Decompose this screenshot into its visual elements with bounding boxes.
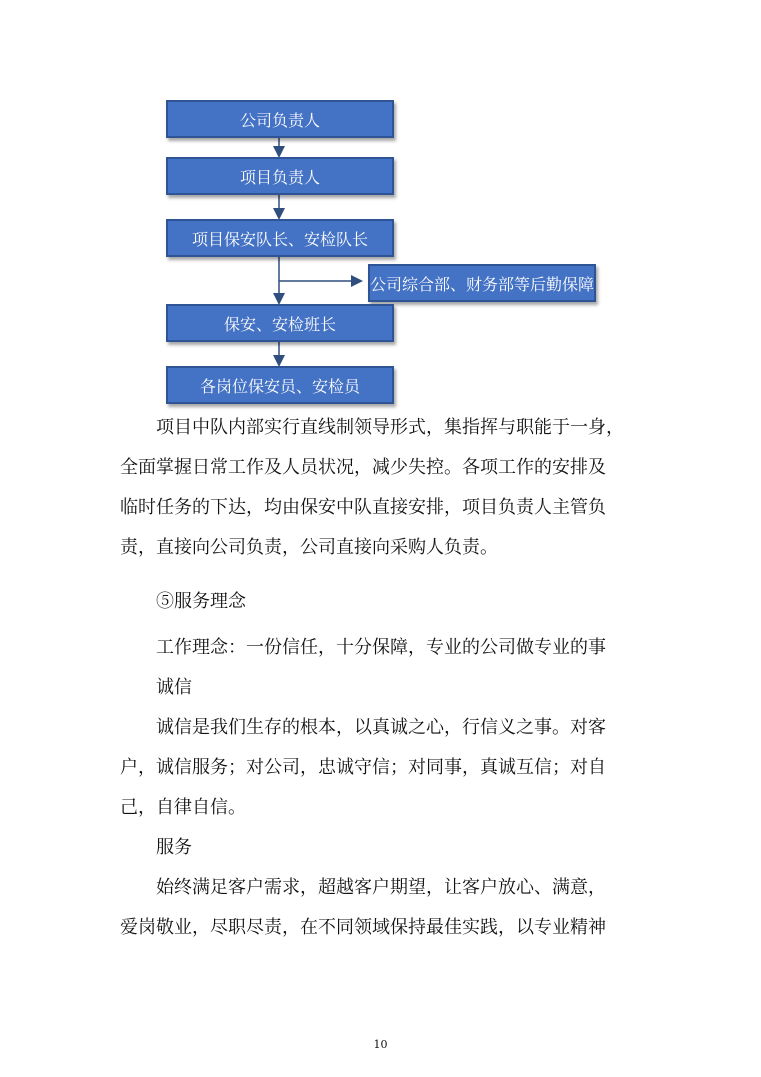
- box-security-captain: [166, 219, 394, 257]
- heading-fuwu: 服务: [156, 837, 192, 858]
- p1-line-3: 临时任务的下达，均由保安中队直接安排，项目负责人主管负: [120, 497, 606, 518]
- box-guards-label: 各岗位保安员、安检员: [199, 376, 360, 396]
- box-logistics-support-label: 公司综合部、财务部等后勤保障: [370, 274, 595, 294]
- org-flowchart: [0, 0, 761, 400]
- page-number: 10: [373, 1038, 388, 1051]
- section-heading-service-concept: [120, 582, 650, 622]
- paragraph-work-concept: [120, 628, 650, 948]
- box-company-head: [166, 100, 394, 138]
- p4-line-1: 始终满足客户需求，超越客户期望，让客户放心、满意，: [156, 877, 606, 898]
- box-project-head-label: 项目负责人: [239, 167, 320, 187]
- box-squad-leader-label: 保安、安检班长: [223, 314, 336, 334]
- p3-line-1: 诚信是我们生存的根本，以真诚之心，行信义之事。对客: [156, 717, 606, 738]
- heading-chengxin: 诚信: [156, 677, 192, 698]
- box-logistics-support: [368, 264, 596, 302]
- box-squad-leader: [166, 304, 394, 342]
- box-company-head-label: 公司负责人: [239, 110, 320, 130]
- box-project-head: [166, 157, 394, 195]
- p4-line-2: 爱岗敬业，尽职尽责，在不同领域保持最佳实践，以专业精神: [120, 917, 606, 938]
- heading-5: ⑤服务理念: [156, 591, 246, 612]
- box-guards: [166, 366, 394, 404]
- p2-line: 工作理念：一份信任，十分保障，专业的公司做专业的事: [156, 637, 606, 658]
- p3-line-3: 己，自律自信。: [120, 797, 246, 818]
- p1-line-1: 项目中队内部实行直线制领导形式，集指挥与职能于一身，: [156, 417, 624, 438]
- flowchart-connectors: [0, 0, 761, 420]
- p1-line-4: 责，直接向公司负责，公司直接向采购人负责。: [120, 537, 498, 558]
- paragraph-leadership: [120, 408, 650, 568]
- p1-line-2: 全面掌握日常工作及人员状况，减少失控。各项工作的安排及: [120, 457, 606, 478]
- box-security-captain-label: 项目保安队长、安检队长: [191, 229, 368, 249]
- p3-line-2: 户，诚信服务；对公司，忠诚守信；对同事，真诚互信；对自: [120, 757, 606, 778]
